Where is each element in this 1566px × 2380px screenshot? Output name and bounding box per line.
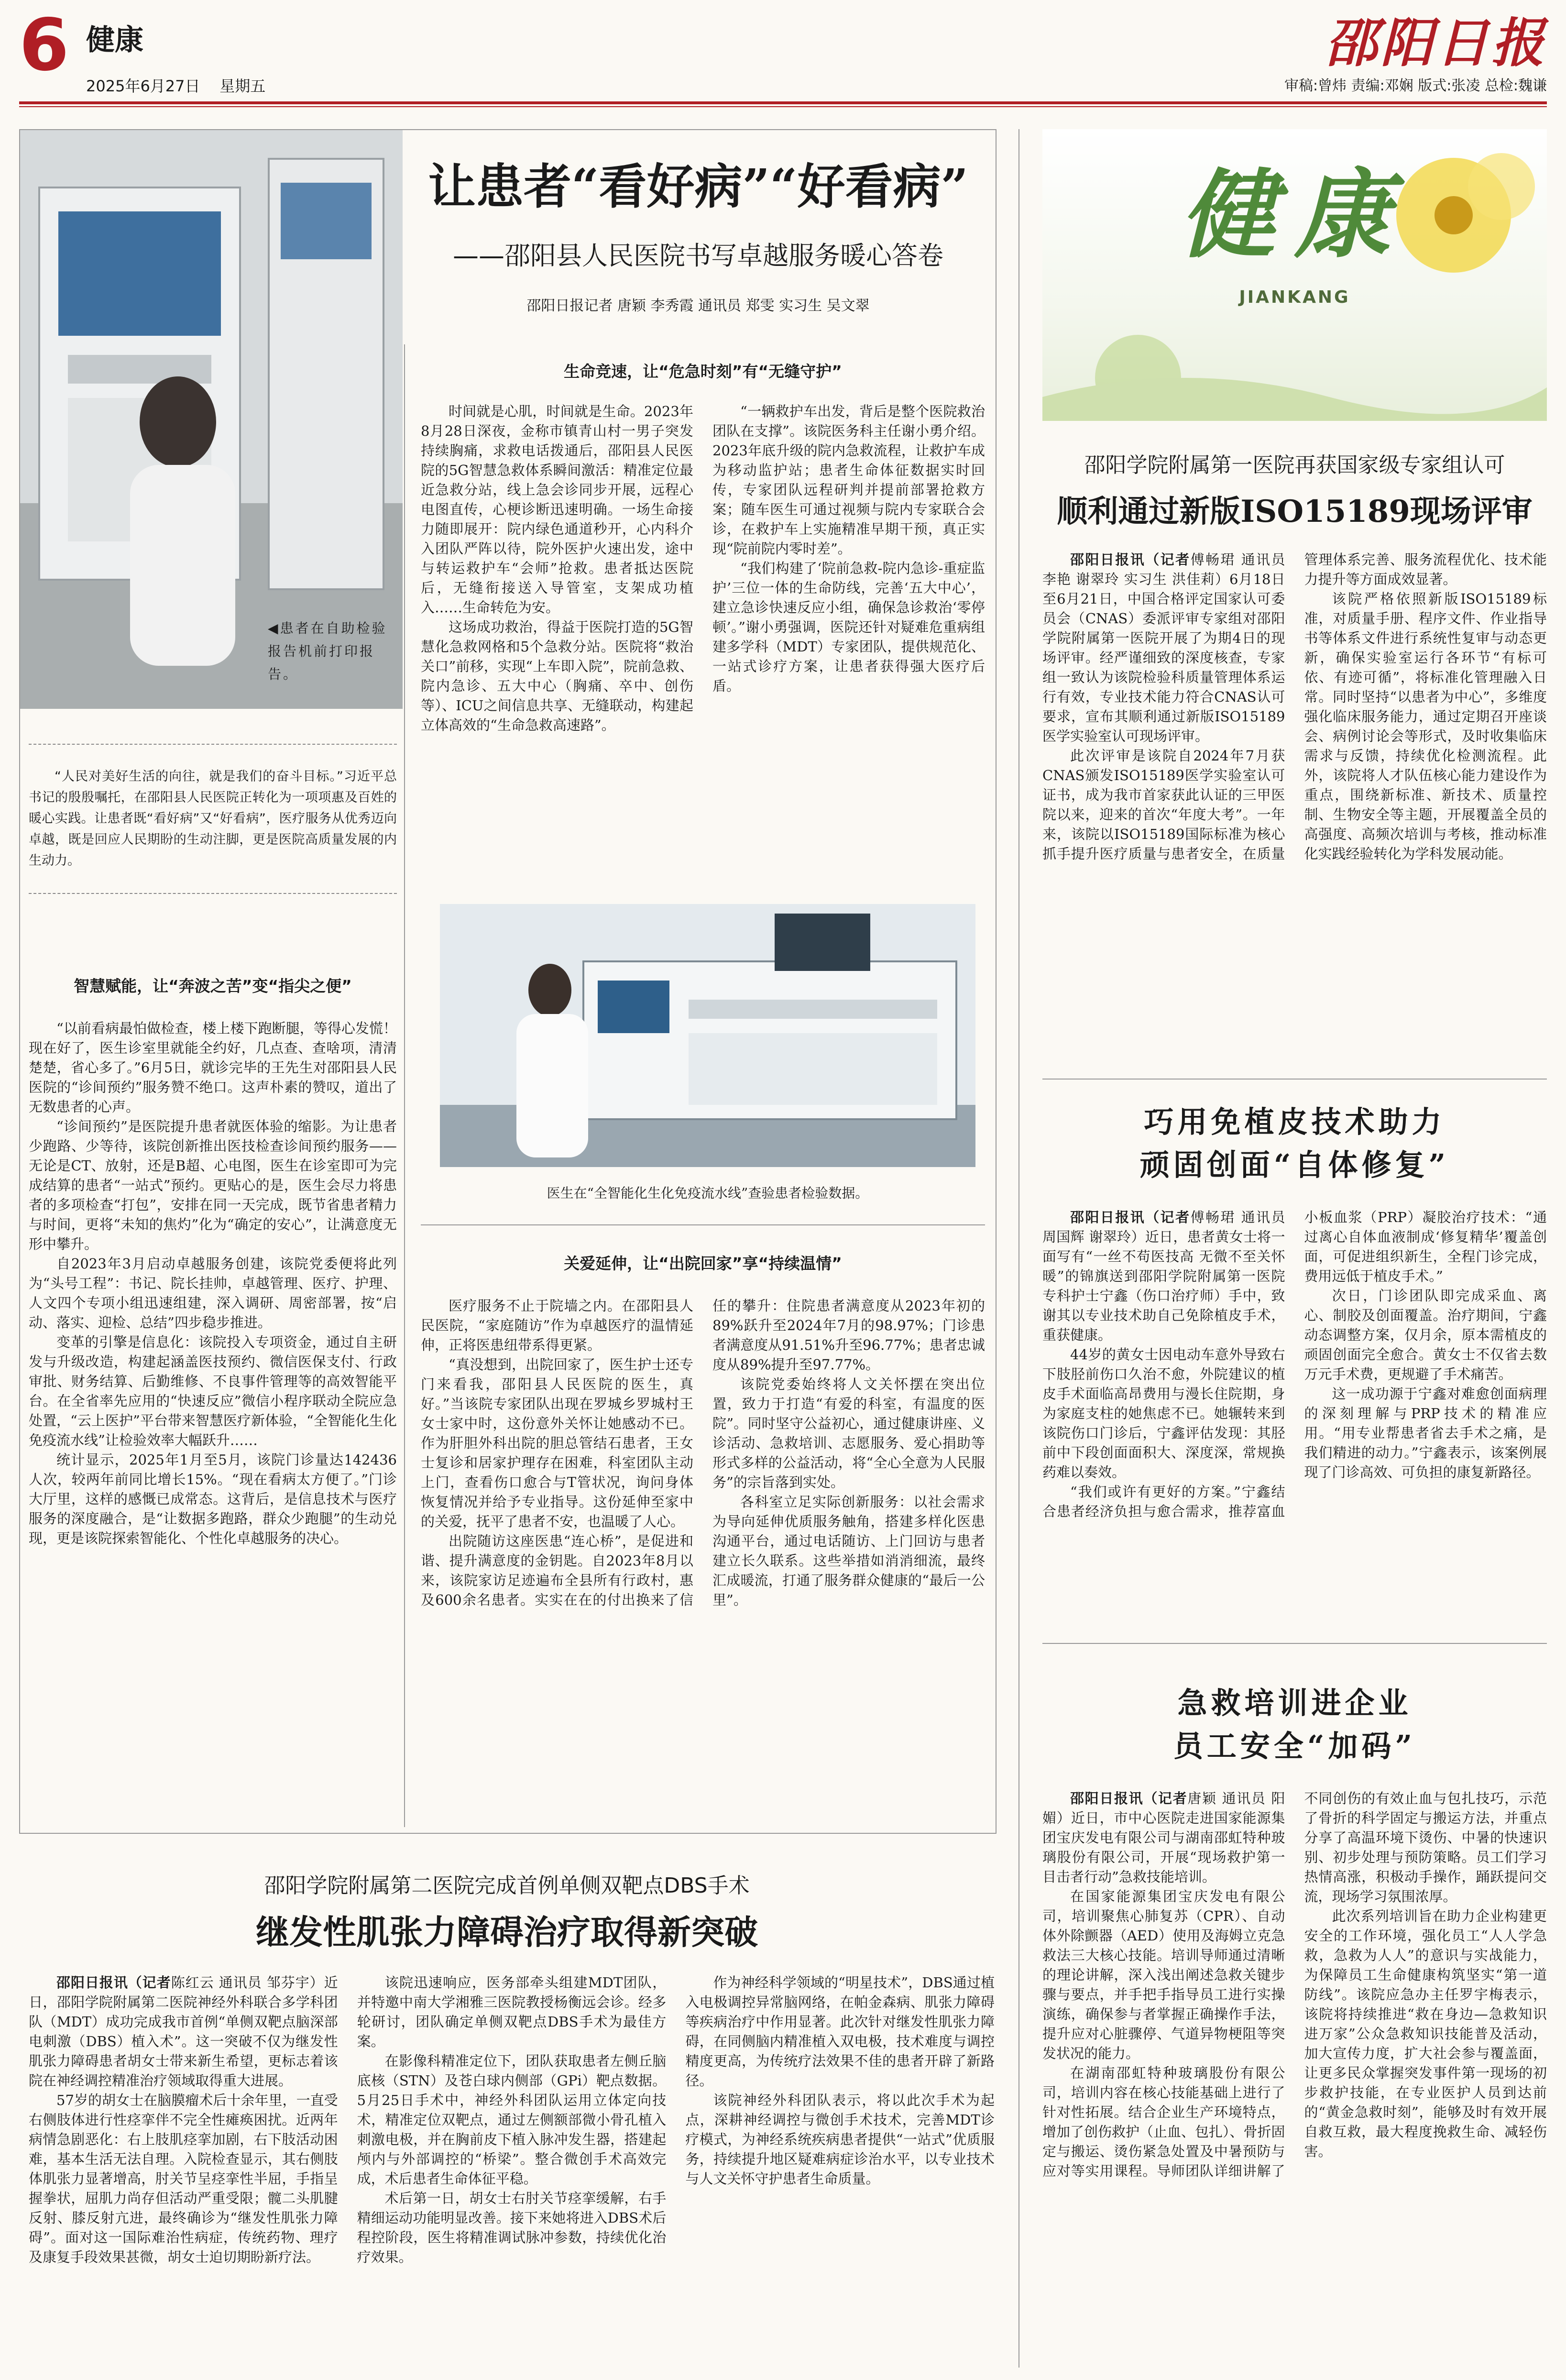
article5-kicker: 邵阳学院附属第二医院完成首例单侧双靶点DBS手术 <box>264 1873 750 1898</box>
paragraph <box>1042 1789 1285 1887</box>
lead-section1-text <box>29 1019 397 1548</box>
article3-title-line2: 顽固创面“自体修复” <box>1139 1147 1450 1182</box>
paragraph: 这场成功救治，得益于医院打造的5G智慧化急救网格和5个急救分站。医院将“救治关口”前移，实现“上车即入院”，院前急救、院内急诊、五大中心（胸痛、卒中、创伤等）、ICU之间信息共享、无缝联动，构建起立体高效的“生命急救高速路”。 <box>421 619 693 733</box>
paragraph: 此次系列培训旨在助力企业构建更安全的工作环境，强化员工“人人学急救，急救为人人”的意识与实战能力，为保障员工生命健康构筑坚实“第一道防线”。该院应急办主任罗宇梅表示，该院将持续推进“救在身边—急救知识进万家”公众急救知识技能普及活动，加大宣传力度，扩大社会参与覆盖面，让更多民众掌握突发事件第一现场的初步救护技能，在专业医护人员到达前的“黄金急救时刻”，能够及时有效开展自救互救，最大程度挽救生命、减轻伤害。 <box>1304 1908 1547 2160</box>
paragraph: 44岁的黄女士因电动车意外导致右下肢胫前伤口久治不愈，外院建议的植皮手术面临高昂费用与漫长住院期，身为家庭支柱的她焦虑不已。她辗转来到该院伤口门诊后，宁鑫评估发现：其胫前中下段创面面积大、深度深，常规换药难以奏效。 <box>1042 1346 1285 1480</box>
paragraph: “真没想到，出院回家了，医生护士还专门来看我，邵阳县人民医院的医生，真好。”当该院专家团队出现在罗城乡罗城村王女士家中时，这份意外关怀让她感动不已。作为肝胆外科出院的胆总管结石患者，王女士复诊和居家护理存在困难，科室团队主动上门，查看伤口愈合与T管状况，询问身体恢复情况并给予专业指导。这份延伸至家中的关爱，抚平了患者不安，也温暖了人心。 <box>421 1356 693 1530</box>
paragraph: “诊间预约”是医院提升患者就医体验的缩影。为让患者少跑路、少等待，该院创新推出医技检查诊间预约服务——无论是CT、放射，还是B超、心电图，医生在诊室即可为完成结算的患者“一站式”预约。更贴心的是，医生会尽力将患者的多项检查“打包”，安排在同一天完成，既节省患者精力与时间，更将“未知的焦灼”化为“确定的安心”，让满意度无形中攀升。 <box>29 1118 397 1252</box>
article2-text <box>1042 550 1547 1062</box>
article4-title-line1: 急救培训进企业 <box>1177 1686 1412 1720</box>
banner-subtitle: JIANKANG <box>1239 287 1350 307</box>
paragraph: 这一成功源于宁鑫对难愈创面病理的深刻理解与PRP技术的精准应用。“用专业帮患者省去手术之痛，是我们精进的动力。”宁鑫表示，该案例展现了门诊高效、可负担的康复新路径。 <box>1304 1386 1547 1480</box>
paragraph: 该院神经外科团队表示，将以此次手术为起点，深耕神经调控与微创手术技术，完善MDT诊疗模式，为神经系统疾病患者提供“一站式”优质服务，持续提升地区疑难病症诊治水平，以专业技术与人文关怀守护患者生命质量。 <box>685 2092 995 2187</box>
byline-lead: 邵阳日报讯（记者 <box>1070 551 1191 568</box>
paragraph-body: 傅畅珺 通讯员 李艳 谢翠玲 实习生 洪佳莉）6月18日至6月21日，中国合格评定国家认可委员会（CNAS）委派评审专家组对邵阳学院附属第一医院开展了为期4日的现场评审。经严谨细致的深度核查，专家组一致认为该院检验科质量管理体系运行有效，专业技术能力符合CNAS认可要求，宣布其顺利通过新版ISO15189医学实验室认可现场评审。 <box>1042 551 1285 744</box>
health-banner <box>1042 129 1547 421</box>
lead-section3-text <box>421 1296 985 1822</box>
lead-section2-title: 生命竞速，让“危急时刻”有“无缝守护” <box>564 362 842 381</box>
article-divider <box>1042 1643 1547 1644</box>
paragraph: 该院迅速响应，医务部牵头组建MDT团队，并特邀中南大学湘雅三医院教授杨衡远会诊。经多轮研讨，团队确定单侧双靶点DBS手术为最佳方案。 <box>357 1974 667 2049</box>
paragraph-body: 傅畅珺 通讯员 周国辉 谢翠玲）近日，患者黄女士将一面写有“一丝不苟医技高 无微不至关怀暖”的锦旗送到邵阳学院附属第一医院专科护士宁鑫（伤口治疗师）手中，致谢其以专业技术助自己免除植皮手术，重获健康。 <box>1042 1209 1285 1343</box>
paragraph: 次日，门诊团队即完成采血、离心、制胶及创面覆盖。治疗期间，宁鑫动态调整方案，仅月余，原本需植皮的顽固创面完全愈合。黄女士不仅省去数万元手术费，更规避了手术痛苦。 <box>1304 1288 1547 1382</box>
paragraph: 时间就是心肌，时间就是生命。2023年8月28日深夜，金称市镇青山村一男子突发持续胸痛，求救电话拨通后，邵阳县人民医院的5G智慧急救体系瞬间激活：精准定位最近急救分站，线上急会诊同步开展，远程心电图直传，心梗诊断迅速明确。一场生命接力随即展开：院内绿色通道秒开，心内科介入团队严阵以待，院外医护火速出发，途中与转运救护车“会师”抢救。患者抵达医院后，无缝衔接送入导管室，支架成功植入……生命转危为安。 <box>421 403 693 616</box>
lab-photo <box>440 904 975 1167</box>
right-column-divider <box>1018 129 1019 2368</box>
lead-title: 让患者“看好病”“好看病” <box>427 158 969 215</box>
article2-title: 顺利通过新版ISO15189现场评审 <box>1057 494 1533 529</box>
lab-photo-caption: 医生在“全智能化生化免疫流水线”查验患者检验数据。 <box>547 1185 869 1201</box>
paragraph: 出院随访这座医患“连心桥”，是促进和谐、提升满意度的金钥匙。自2023年8月以来，该院家访足迹遍布全县所有行政村，惠及600余名患者。实实在在的付出换来了信任的攀升：住院患者满意度从2023年初的89%跃升至2024年7月的98.97%；门诊患者满意度从91.51%升至96.77%；患者忠诚度从89%提升至97.77%。 <box>421 1298 985 1608</box>
paragraph: 此次评审是该院自2024年7月获CNAS颁发ISO15189医学实验室认可证书，成为我市首家获此认证的三甲医院以来，迎来的首次“年度大考”。一年来，该院以ISO15189国际标准为核心抓手提升医疗质量与患者安全，在质量管理体系完善、服务流程优化、技术能力提升等方面成效显著。 <box>1042 551 1547 862</box>
paragraph <box>1042 550 1285 746</box>
paragraph <box>1042 1208 1285 1345</box>
paragraph-body: 唐颖 通讯员 阳媚）近日，市中心医院走进国家能源集团宝庆发电有限公司与湖南邵虹特种玻璃股份有限公司，开展“现场救护第一目击者行动”急救技能培训。 <box>1042 1790 1285 1885</box>
lead-subtitle: ——邵阳县人民医院书写卓越服务暖心答卷 <box>453 241 943 271</box>
lead-pull-quote: “人民对美好生活的向往，就是我们的奋斗目标。”习近平总书记的殷殷嘱托，在邵阳县人民医院正转化为一项项惠及百姓的暖心实践。让患者既“看好病”又“好看病”，医疗服务从优秀迈向卓越，既是回应人民期盼的生动注脚，更是医院高质量发展的内生动力。 <box>29 744 397 894</box>
byline-lead: 邵阳日报讯（记者 <box>56 1974 171 1991</box>
paragraph <box>29 1973 338 2091</box>
issue-date <box>86 77 265 96</box>
weekday: 星期五 <box>219 77 266 95</box>
article4-text <box>1042 1789 1547 2363</box>
byline-lead: 邵阳日报讯（记者 <box>1070 1790 1188 1807</box>
paragraph: 自2023年3月启动卓越服务创建，该院党委便将此列为“头号工程”：书记、院长挂帅，卓越管理、医疗、护理、人文四个专项小组迅速组建，深入调研、周密部署，按“启动、落实、迎检、总结”四步稳步推进。 <box>29 1256 397 1331</box>
article-divider <box>1042 1079 1547 1080</box>
lead-byline: 邵阳日报记者 唐颖 李秀霞 通讯员 郑雯 实习生 吴文翠 <box>526 298 870 314</box>
paragraph: 该院党委始终将人文关怀摆在突出位置，致力于打造“有爱的科室，有温度的医院”。同时坚守公益初心，通过健康讲座、义诊活动、急救培训、志愿服务、爱心捐助等形式多样的公益活动，将“全心全意为人民服务”的宗旨落到实处。 <box>712 1376 985 1490</box>
editor-credits: 审稿:曾炜 责编:邓娴 版式:张凌 总检:魏谦 <box>1284 77 1547 94</box>
lead-section2-text <box>421 402 985 890</box>
paragraph: “我们构建了‘院前急救-院内急诊-重症监护’三位一体的生命防线，完善‘五大中心’，建立急诊快速反应小组，确保急诊救治‘零停顿’。”谢小勇强调，医院还针对疑难危重病组建多学科（MDT）专家团队，提供规范化、一站式诊疗方案，让患者获得强大医疗后盾。 <box>712 560 985 694</box>
paragraph: 该院严格依照新版ISO15189标准，对质量手册、程序文件、作业指导书等体系文件进行系统性复审与动态更新，确保实验室运行各环节“有标可依、有迹可循”，将标准化管理融入日常。同时坚持“以患者为中心”，多维度强化临床服务能力，通过定期召开座谈会、病例讨论会等形式，及时收集临床需求与反馈，持续优化检测流程。此外，该院将人才队伍核心能力建设作为重点，围绕新标准、新技术、质量控制、生物安全等主题，开展覆盖全员的高强度、高频次培训与考核，推动标准化实践经验转化为学科发展动能。 <box>1304 591 1547 862</box>
paragraph: 在影像科精准定位下，团队获取患者左侧丘脑底核（STN）及苍白球内侧部（GPi）靶点数据。5月25日手术中，神经外科团队运用立体定向技术，精准定位双靶点，通过左侧额部微小骨孔植入刺激电极，并在胸前皮下植入脉冲发生器，搭建起颅内与外部调控的“桥梁”。整合微创手术高效完成，术后患者生命体征平稳。 <box>357 2053 667 2187</box>
paragraph: 在湖南邵虹特种玻璃股份有限公司，培训内容在核心技能基础上进行了针对性拓展。结合企业生产环境特点，增加了创伤救护（止血、包扎）、骨折固定与搬运、烫伤紧急处置及中暑预防与应对等实用课程。导师团队详细讲解了不同创伤的有效止血与包扎技巧，示范了骨折的科学固定与搬运方法，并重点分享了高温环境下烫伤、中暑的快速识别、初步处理与预防策略。员工们学习热情高涨，积极动手操作，踊跃提问交流，现场学习氛围浓厚。 <box>1042 1790 1547 2179</box>
paragraph: 统计显示，2025年1月至5月，该院门诊量达142436人次，较两年前同比增长15%。“现在看病太方便了。”门诊大厅里，这样的感慨已成常态。这背后，是信息技术与医疗服务的深度融合，是“让数据多跑路，群众少跑腿”的生动兑现，更是该院探索智能化、个性化卓越服务的决心。 <box>29 1452 397 1546</box>
lead-section1-title: 智慧赋能，让“奔波之苦”变“指尖之便” <box>74 977 352 995</box>
page-number: 6 <box>19 4 69 87</box>
newspaper-logo: 邵阳日报 <box>1325 12 1547 74</box>
paragraph: 57岁的胡女士在脑膜瘤术后十余年里，一直受右侧肢体进行性痉挛伴不完全性瘫痪困扰。近两年病情急剧恶化：右上肢肌痉挛加剧，右下肢活动困难，基本生活无法自理。入院检查显示，其右侧肢体肌张力显著增高，肘关节呈痉挛性半屈，手指呈握拳状，屈肌力尚存但活动严重受限；髋二头肌腱反射、膝反射亢进，最终确诊为“继发性肌张力障碍”。面对这一国际难治性病症，传统药物、理疗及康复手段效果甚微，胡女士迫切期盼新疗法。 <box>29 2092 338 2265</box>
paragraph: 术后第一日，胡女士右肘关节痉挛缓解，右手精细运动功能明显改善。接下来她将进入DBS术后程控阶段，医生将精准调试脉冲参数，持续优化治疗效果。 <box>357 2190 667 2265</box>
paragraph-body: 陈红云 通讯员 邹芬宇）近日，邵阳学院附属第二医院神经外科联合多学科团队（MDT）成功完成我市首例“单侧双靶点脑深部电刺激（DBS）植入术”。这一突破不仅为继发性肌张力障碍患者胡女士带来新生希望，更标志着该院在神经调控精准治疗领域取得重大进展。 <box>29 1974 338 2089</box>
article3-title-line1: 巧用免植皮技术助力 <box>1144 1104 1446 1139</box>
lead-column-divider <box>404 344 405 1827</box>
section-title: 健康 <box>86 23 143 57</box>
lead-photo-caption: ◀患者在自助检验报告机前打印报告。 <box>268 620 387 682</box>
paragraph: 各科室立足实际创新服务：以社会需求为导向延伸优质服务触角，搭建多样化医患沟通平台，通过电话随访、上门回访与患者建立长久联系。这些举措如消消细流，最终汇成暖流，打通了服务群众健康的“最后一公里”。 <box>712 1494 985 1608</box>
byline-lead: 邵阳日报讯（记者 <box>1070 1209 1191 1225</box>
article3-text <box>1042 1208 1547 1700</box>
paragraph: 变革的引擎是信息化：该院投入专项资金，通过自主研发与升级改造，构建起涵盖医技预约、微信医保支付、行政审批、财务结算、后勤维修、不良事件管理等的高效智能平台。在全省率先应用的“快速反应”微信小程序联动全院应急处置，“云上医护”平台带来智慧医疗新体验，“全智能化生化免疫流水线”让检验效率大幅跃升…… <box>29 1334 397 1448</box>
lab-photo-illustration <box>440 904 975 1167</box>
header-rule-thin <box>19 106 1547 107</box>
date: 2025年6月27日 <box>86 77 200 95</box>
banner-title: 健康 <box>1180 159 1410 271</box>
lead-section-divider <box>421 1224 985 1225</box>
article4-title-line2: 员工安全“加码” <box>1173 1729 1416 1763</box>
paragraph: “我们或许有更好的方案。”宁鑫结合患者经济负担与愈合需求，推荐富血小板血浆（PRP）凝胶治疗技术：“通过离心自体血液制成‘修复精华’覆盖创面，可促进组织新生，全程门诊完成，费用远低于植皮手术。” <box>1042 1209 1547 1520</box>
paragraph: 在国家能源集团宝庆发电有限公司，培训聚焦心肺复苏（CPR）、自动体外除颤器（AED）使用及海姆立克急救法三大核心技能。培训导师通过清晰的理论讲解，深入浅出阐述急救关键步骤与要点，并手把手指导员工进行实操演练，确保参与者掌握正确操作手法，提升应对心脏骤停、气道异物梗阻等突发状况的能力。 <box>1042 1888 1285 2061</box>
paragraph: 医疗服务不止于院墙之内。在邵阳县人民医院，“家庭随访”作为卓越医疗的温情延伸，正将医患纽带系得更紧。 <box>421 1298 693 1353</box>
article5-text <box>29 1973 995 2368</box>
article5-title: 继发性肌张力障碍治疗取得新突破 <box>256 1912 758 1952</box>
paragraph: 作为神经科学领域的“明星技术”，DBS通过植入电极调控异常脑网络，在帕金森病、肌张力障碍等疾病治疗中作用显著。此次针对继发性肌张力障碍，在同侧脑内精准植入双电极，技术难度与调控精度更高，为传统疗法效果不佳的患者开辟了新路径。 <box>685 1974 995 2089</box>
lead-section3-title: 关爱延伸，让“出院回家”享“持续温情” <box>564 1254 842 1273</box>
header-rule <box>19 101 1547 104</box>
article2-kicker: 邵阳学院附属第一医院再获国家级专家组认可 <box>1084 453 1505 477</box>
paragraph: “以前看病最怕做检查，楼上楼下跑断腿，等得心发慌！现在好了，医生诊室里就能全约好，几点查、查啥项，清清楚楚，省心多了。”6月5日，就诊完毕的王先生对邵阳县人民医院的“诊间预约”服务赞不绝口。这声朴素的赞叹，道出了无数患者的心声。 <box>29 1020 397 1115</box>
paragraph: “一辆救护车出发，背后是整个医院救治团队在支撑”。该院医务科主任谢小勇介绍。2023年底升级的院内急救流程，让救护车成为移动监护站；患者生命体征数据实时回传，专家团队远程研判并提前部署抢救方案；随车医生可通过视频与院内专家联合会诊，在救护车上实施精准早期干预，真正实现“院前院内零时差”。 <box>712 403 985 557</box>
